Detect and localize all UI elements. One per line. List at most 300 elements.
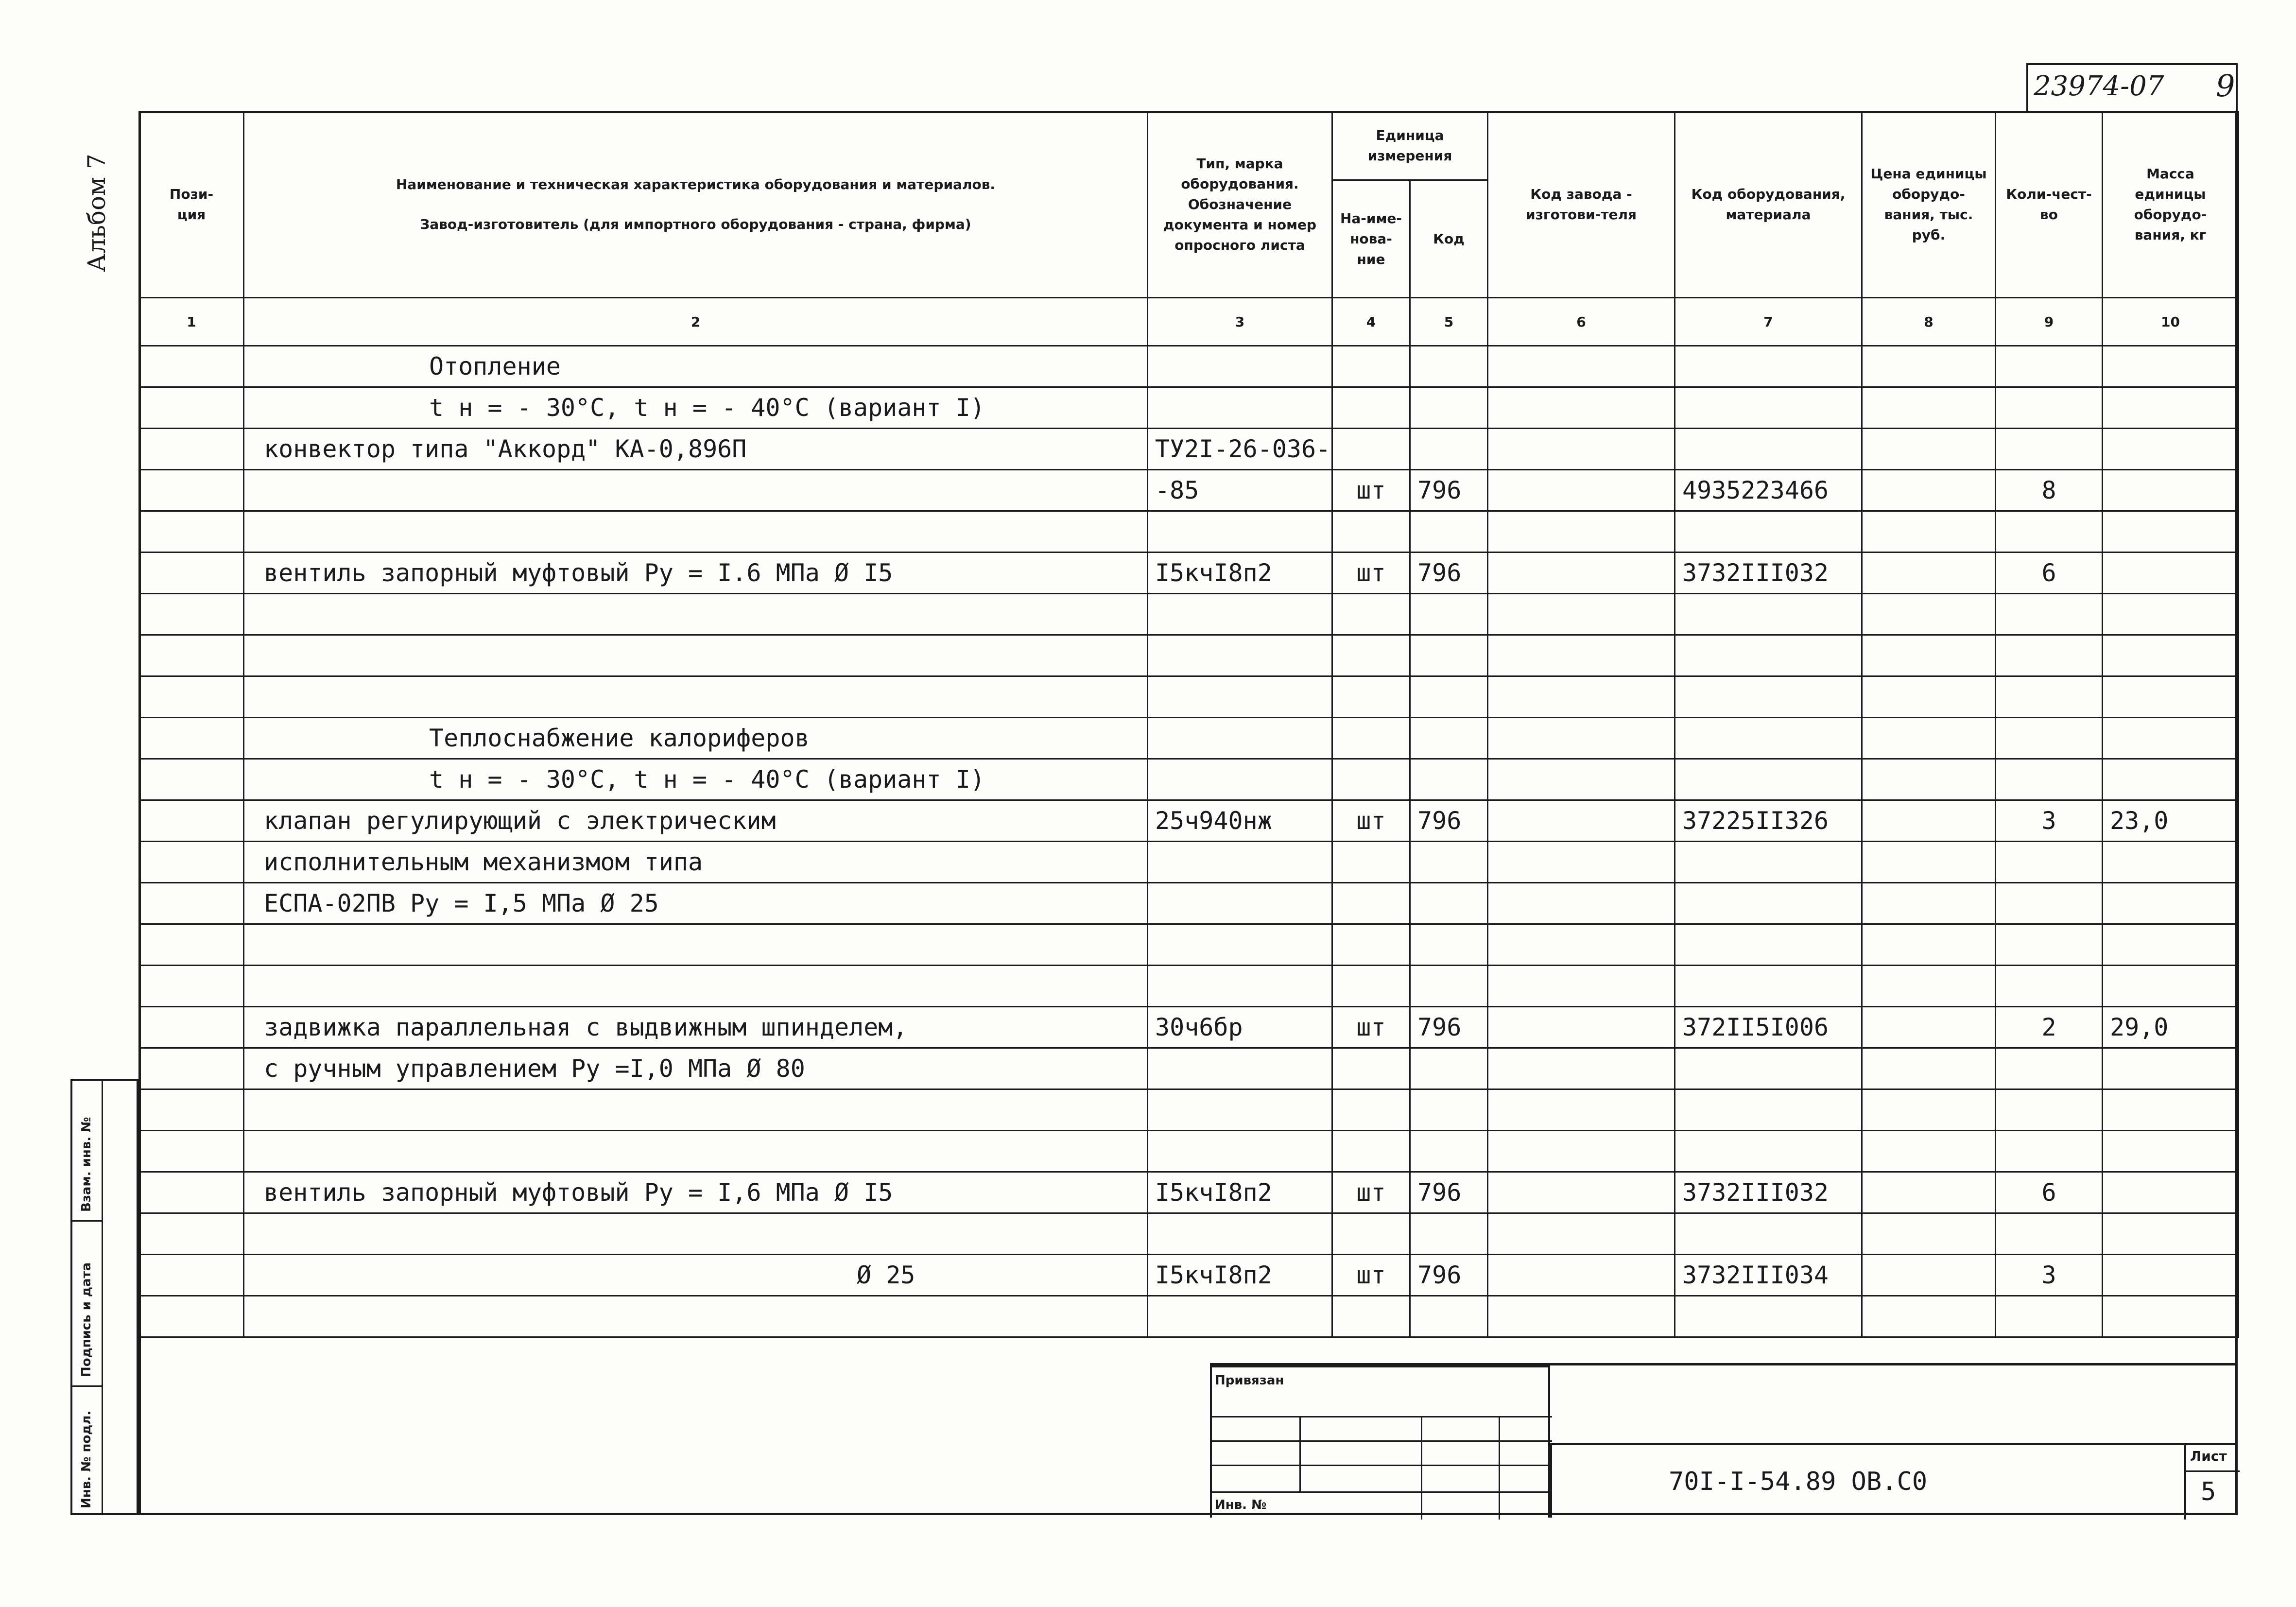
table-row: [139, 1131, 2239, 1172]
row-manufacturer-code: [1488, 1213, 1675, 1255]
specification-table: [138, 111, 2239, 1338]
row-manufacturer-code: [1488, 635, 1675, 676]
col-header-unit: Единица измерения: [1332, 112, 1488, 180]
row-quantity: 6: [1996, 553, 2103, 594]
row-unit-code: [1410, 718, 1488, 759]
row-unit: [1332, 594, 1410, 635]
row-type: I5кчI8п2: [1148, 1172, 1332, 1213]
row-equipment-code: [1675, 1296, 1862, 1337]
row-unit-code: [1410, 842, 1488, 883]
table-row: [139, 1213, 2239, 1255]
row-quantity: [1996, 346, 2103, 387]
column-number: 5: [1410, 298, 1488, 346]
row-price: [1862, 346, 1996, 387]
row-mass: [2103, 883, 2239, 924]
row-type: [1148, 1296, 1332, 1337]
row-unit: [1332, 429, 1410, 470]
row-mass: [2103, 387, 2239, 429]
row-name: [244, 924, 1148, 966]
row-mass: [2103, 594, 2239, 635]
row-quantity: 3: [1996, 1255, 2103, 1296]
row-unit: [1332, 1213, 1410, 1255]
row-unit-code: [1410, 924, 1488, 966]
table-row: [139, 676, 2239, 718]
row-unit-code: [1410, 1131, 1488, 1172]
row-mass: [2103, 470, 2239, 511]
row-position: [139, 594, 244, 635]
column-number: 4: [1332, 298, 1410, 346]
col-header-price: Цена единицы оборудо-вания, тыс. руб.: [1862, 112, 1996, 298]
row-position: [139, 718, 244, 759]
row-price: [1862, 1172, 1996, 1213]
row-manufacturer-code: [1488, 1255, 1675, 1296]
col-header-name: [244, 112, 1148, 298]
row-unit-code: [1410, 883, 1488, 924]
row-equipment-code: [1675, 842, 1862, 883]
column-number: 2: [244, 298, 1148, 346]
row-equipment-code: [1675, 1131, 1862, 1172]
row-equipment-code: [1675, 635, 1862, 676]
row-name: [244, 966, 1148, 1007]
row-quantity: 6: [1996, 1172, 2103, 1213]
row-equipment-code: [1675, 883, 1862, 924]
row-equipment-code: 3732III032: [1675, 553, 1862, 594]
row-unit: [1332, 511, 1410, 553]
table-row: [139, 1048, 2239, 1089]
row-price: [1862, 635, 1996, 676]
row-mass: [2103, 1172, 2239, 1213]
row-name: [244, 1296, 1148, 1337]
row-unit: шт: [1332, 1172, 1410, 1213]
row-manufacturer-code: [1488, 594, 1675, 635]
row-mass: [2103, 346, 2239, 387]
row-unit: [1332, 1089, 1410, 1131]
row-quantity: [1996, 387, 2103, 429]
row-type: [1148, 718, 1332, 759]
row-position: [139, 924, 244, 966]
row-mass: [2103, 676, 2239, 718]
row-quantity: [1996, 883, 2103, 924]
row-position: [139, 966, 244, 1007]
row-position: [139, 1296, 244, 1337]
row-mass: [2103, 1131, 2239, 1172]
row-price: [1862, 883, 1996, 924]
row-quantity: [1996, 759, 2103, 800]
row-manufacturer-code: [1488, 387, 1675, 429]
col-header-manufacturer-code: Код заводa - изготови-теля: [1488, 112, 1675, 298]
row-type: [1148, 676, 1332, 718]
table-row: [139, 1089, 2239, 1131]
row-quantity: [1996, 1048, 2103, 1089]
row-mass: 23,0: [2103, 800, 2239, 842]
row-unit: [1332, 718, 1410, 759]
row-unit-code: [1410, 511, 1488, 553]
row-type: [1148, 1048, 1332, 1089]
row-manufacturer-code: [1488, 1089, 1675, 1131]
side-stamp-podpis-cell: [72, 1222, 102, 1387]
row-type: I5кчI8п2: [1148, 553, 1332, 594]
row-type: [1148, 759, 1332, 800]
row-name: Теплоснабжение калориферов: [244, 718, 1148, 759]
row-unit-code: [1410, 1213, 1488, 1255]
row-manufacturer-code: [1488, 1131, 1675, 1172]
row-mass: [2103, 718, 2239, 759]
table-row: [139, 1172, 2239, 1213]
row-manufacturer-code: [1488, 511, 1675, 553]
row-manufacturer-code: [1488, 883, 1675, 924]
row-unit: шт: [1332, 1007, 1410, 1048]
row-unit: [1332, 759, 1410, 800]
row-type: [1148, 924, 1332, 966]
column-number: 9: [1996, 298, 2103, 346]
row-mass: [2103, 1255, 2239, 1296]
row-name: вентиль запорный муфтовый Ру = I.6 МПа Ø I5: [244, 553, 1148, 594]
row-unit: [1332, 1048, 1410, 1089]
row-price: [1862, 1213, 1996, 1255]
row-mass: [2103, 1048, 2239, 1089]
row-price: [1862, 800, 1996, 842]
row-name: задвижка параллельная с выдвижным шпинделем,: [244, 1007, 1148, 1048]
row-name: t н = - 30°С, t н = - 40°С (вариант I): [244, 759, 1148, 800]
row-price: [1862, 1007, 1996, 1048]
row-manufacturer-code: [1488, 842, 1675, 883]
row-manufacturer-code: [1488, 1007, 1675, 1048]
row-unit: шт: [1332, 553, 1410, 594]
row-quantity: [1996, 1213, 2103, 1255]
row-type: [1148, 387, 1332, 429]
row-type: [1148, 883, 1332, 924]
row-name: [244, 511, 1148, 553]
row-quantity: 2: [1996, 1007, 2103, 1048]
table-row: [139, 511, 2239, 553]
row-price: [1862, 966, 1996, 1007]
row-position: [139, 635, 244, 676]
row-unit: шт: [1332, 1255, 1410, 1296]
row-unit-code: [1410, 676, 1488, 718]
column-number: 7: [1675, 298, 1862, 346]
row-equipment-code: [1675, 429, 1862, 470]
row-manufacturer-code: [1488, 553, 1675, 594]
row-unit-code: 796: [1410, 800, 1488, 842]
row-unit: [1332, 966, 1410, 1007]
row-position: [139, 387, 244, 429]
row-quantity: 8: [1996, 470, 2103, 511]
row-price: [1862, 1048, 1996, 1089]
row-quantity: [1996, 718, 2103, 759]
row-mass: [2103, 429, 2239, 470]
title-block: [1210, 1363, 2238, 1515]
row-quantity: [1996, 924, 2103, 966]
row-price: [1862, 1296, 1996, 1337]
row-manufacturer-code: [1488, 1296, 1675, 1337]
column-number: 1: [139, 298, 244, 346]
row-price: [1862, 387, 1996, 429]
table-row: [139, 966, 2239, 1007]
row-price: [1862, 1255, 1996, 1296]
row-type: [1148, 1131, 1332, 1172]
row-unit: [1332, 924, 1410, 966]
sheet-label: Лист: [2190, 1448, 2227, 1464]
row-position: [139, 346, 244, 387]
row-unit-code: [1410, 594, 1488, 635]
row-unit-code: [1410, 966, 1488, 1007]
row-name: [244, 1089, 1148, 1131]
col-header-quantity: Коли-чест-во: [1996, 112, 2103, 298]
row-price: [1862, 759, 1996, 800]
row-quantity: [1996, 1131, 2103, 1172]
row-manufacturer-code: [1488, 924, 1675, 966]
side-stamp-vzam: Взам. инв. №: [79, 1117, 94, 1212]
row-equipment-code: 3732III034: [1675, 1255, 1862, 1296]
row-position: [139, 511, 244, 553]
row-unit: [1332, 1131, 1410, 1172]
row-quantity: [1996, 635, 2103, 676]
row-equipment-code: [1675, 511, 1862, 553]
row-price: [1862, 470, 1996, 511]
table-row: [139, 759, 2239, 800]
row-position: [139, 800, 244, 842]
col-header-position: Пози- ция: [139, 112, 244, 298]
row-price: [1862, 511, 1996, 553]
row-unit-code: [1410, 1089, 1488, 1131]
row-unit: шт: [1332, 800, 1410, 842]
side-stamp-inv-podl: Инв. № подл.: [79, 1410, 94, 1508]
row-equipment-code: [1675, 676, 1862, 718]
row-unit-code: [1410, 429, 1488, 470]
row-position: [139, 842, 244, 883]
row-unit-code: [1410, 387, 1488, 429]
row-type: ТУ2I-26-036-: [1148, 429, 1332, 470]
row-price: [1862, 553, 1996, 594]
row-unit: [1332, 1296, 1410, 1337]
row-type: [1148, 346, 1332, 387]
row-name: клапан регулирующий с электрическим: [244, 800, 1148, 842]
table-row: [139, 1007, 2239, 1048]
row-name: Отопление: [244, 346, 1148, 387]
row-name: [244, 635, 1148, 676]
row-manufacturer-code: [1488, 429, 1675, 470]
row-manufacturer-code: [1488, 800, 1675, 842]
row-type: [1148, 1089, 1332, 1131]
row-position: [139, 759, 244, 800]
row-position: [139, 1172, 244, 1213]
row-price: [1862, 842, 1996, 883]
row-type: [1148, 635, 1332, 676]
row-position: [139, 429, 244, 470]
sheet-value: 5: [2201, 1477, 2216, 1506]
row-equipment-code: [1675, 759, 1862, 800]
row-mass: [2103, 1089, 2239, 1131]
row-mass: [2103, 511, 2239, 553]
row-mass: [2103, 966, 2239, 1007]
row-mass: [2103, 553, 2239, 594]
row-manufacturer-code: [1488, 718, 1675, 759]
row-equipment-code: [1675, 1213, 1862, 1255]
row-unit-code: [1410, 1296, 1488, 1337]
row-equipment-code: 4935223466: [1675, 470, 1862, 511]
row-type: -85: [1148, 470, 1332, 511]
row-unit-code: 796: [1410, 1007, 1488, 1048]
row-manufacturer-code: [1488, 676, 1675, 718]
row-quantity: [1996, 966, 2103, 1007]
row-unit: [1332, 842, 1410, 883]
row-equipment-code: 37225II326: [1675, 800, 1862, 842]
row-unit-code: 796: [1410, 470, 1488, 511]
row-mass: [2103, 759, 2239, 800]
album-label: Альбом 7: [83, 154, 111, 272]
row-type: [1148, 1213, 1332, 1255]
row-type: [1148, 511, 1332, 553]
row-price: [1862, 924, 1996, 966]
row-mass: 29,0: [2103, 1007, 2239, 1048]
table-row: [139, 1296, 2239, 1337]
row-quantity: [1996, 429, 2103, 470]
table-row: [139, 594, 2239, 635]
title-main: [1550, 1443, 2238, 1518]
row-price: [1862, 676, 1996, 718]
row-type: [1148, 842, 1332, 883]
row-price: [1862, 429, 1996, 470]
side-stamp: [70, 1079, 138, 1515]
row-price: [1862, 1131, 1996, 1172]
row-unit: [1332, 883, 1410, 924]
table-row: [139, 800, 2239, 842]
row-unit-code: [1410, 1048, 1488, 1089]
row-name: исполнительным механизмом типа: [244, 842, 1148, 883]
column-number-row: [139, 298, 2239, 346]
row-mass: [2103, 842, 2239, 883]
table-row: [139, 718, 2239, 759]
col-header-mass: Масса единицы оборудо-вания, кг: [2103, 112, 2239, 298]
table-row: [139, 1255, 2239, 1296]
table-row: [139, 387, 2239, 429]
row-position: [139, 1048, 244, 1089]
row-manufacturer-code: [1488, 966, 1675, 1007]
row-unit: [1332, 635, 1410, 676]
col-header-name-line2: Завод-изготовитель (для импортного оборудования - страна, фирма): [420, 216, 971, 232]
table-row: [139, 429, 2239, 470]
row-equipment-code: 3732III032: [1675, 1172, 1862, 1213]
row-equipment-code: [1675, 1089, 1862, 1131]
column-number: 3: [1148, 298, 1332, 346]
row-price: [1862, 718, 1996, 759]
row-manufacturer-code: [1488, 346, 1675, 387]
row-manufacturer-code: [1488, 1172, 1675, 1213]
table-row: [139, 883, 2239, 924]
row-type: [1148, 966, 1332, 1007]
row-quantity: 3: [1996, 800, 2103, 842]
row-type: [1148, 594, 1332, 635]
side-stamp-podpis: Подпись и дата: [79, 1262, 94, 1377]
row-equipment-code: 372II5I006: [1675, 1007, 1862, 1048]
sheet-box: [2184, 1445, 2238, 1520]
row-mass: [2103, 1296, 2239, 1337]
table-row: [139, 635, 2239, 676]
row-unit-code: [1410, 759, 1488, 800]
row-unit: [1332, 387, 1410, 429]
row-quantity: [1996, 676, 2103, 718]
table-row: [139, 470, 2239, 511]
col-header-unit-name: На-име-нова-ние: [1332, 180, 1410, 298]
row-position: [139, 1089, 244, 1131]
page-number: 9: [2216, 68, 2235, 104]
row-position: [139, 676, 244, 718]
side-stamp-inv-cell: [72, 1387, 102, 1515]
document-designation: 70I-I-54.89 ОВ.С0: [1669, 1467, 1928, 1496]
row-unit: [1332, 676, 1410, 718]
row-price: [1862, 1089, 1996, 1131]
row-name: вентиль запорный муфтовый Ру = I,6 МПа Ø I5: [244, 1172, 1148, 1213]
row-manufacturer-code: [1488, 1048, 1675, 1089]
row-name: конвектор типа "Аккорд" КА-0,896П: [244, 429, 1148, 470]
table-row: [139, 553, 2239, 594]
table-row: [139, 842, 2239, 883]
row-position: [139, 1213, 244, 1255]
row-quantity: [1996, 842, 2103, 883]
row-equipment-code: [1675, 594, 1862, 635]
row-manufacturer-code: [1488, 470, 1675, 511]
row-price: [1862, 594, 1996, 635]
row-position: [139, 470, 244, 511]
row-name: [244, 470, 1148, 511]
row-unit: шт: [1332, 470, 1410, 511]
row-name: ЕСПА-02ПВ Ру = I,5 МПа Ø 25: [244, 883, 1148, 924]
column-number: 8: [1862, 298, 1996, 346]
column-number: 10: [2103, 298, 2239, 346]
table-row: [139, 924, 2239, 966]
row-equipment-code: [1675, 924, 1862, 966]
column-number: 6: [1488, 298, 1675, 346]
col-header-type: Тип, марка оборудования. Обозначение документа и номер опросного листа: [1148, 112, 1332, 298]
col-header-unit-code: Код: [1410, 180, 1488, 298]
row-name: t н = - 30°С, t н = - 40°С (вариант I): [244, 387, 1148, 429]
row-equipment-code: [1675, 718, 1862, 759]
row-equipment-code: [1675, 1048, 1862, 1089]
row-position: [139, 883, 244, 924]
row-position: [139, 1255, 244, 1296]
row-quantity: [1996, 594, 2103, 635]
row-name: [244, 594, 1148, 635]
col-header-equipment-code: Код оборудования, материала: [1675, 112, 1862, 298]
row-mass: [2103, 924, 2239, 966]
row-type: 30ч6бр: [1148, 1007, 1332, 1048]
row-manufacturer-code: [1488, 759, 1675, 800]
row-name: с ручным управлением Ру =I,0 МПа Ø 80: [244, 1048, 1148, 1089]
privyazan-stamp: [1210, 1365, 1550, 1518]
row-equipment-code: [1675, 387, 1862, 429]
table-row: [139, 346, 2239, 387]
row-equipment-code: [1675, 966, 1862, 1007]
row-unit-code: 796: [1410, 1255, 1488, 1296]
row-type: 25ч940нж: [1148, 800, 1332, 842]
row-unit-code: [1410, 346, 1488, 387]
row-mass: [2103, 1213, 2239, 1255]
col-header-name-line1: Наименование и техническая характеристика оборудования и материалов.: [396, 176, 996, 192]
inv-no-label: Инв. №: [1215, 1498, 1267, 1512]
row-position: [139, 553, 244, 594]
row-unit-code: 796: [1410, 553, 1488, 594]
row-mass: [2103, 635, 2239, 676]
privyazan-label: Привязан: [1215, 1373, 1284, 1388]
row-name: Ø 25: [244, 1255, 1148, 1296]
row-unit: [1332, 346, 1410, 387]
row-unit-code: [1410, 635, 1488, 676]
side-stamp-vzam-cell: [72, 1081, 102, 1222]
document-code: 23974-07: [2034, 70, 2164, 102]
row-equipment-code: [1675, 346, 1862, 387]
row-type: I5кчI8п2: [1148, 1255, 1332, 1296]
row-quantity: [1996, 511, 2103, 553]
